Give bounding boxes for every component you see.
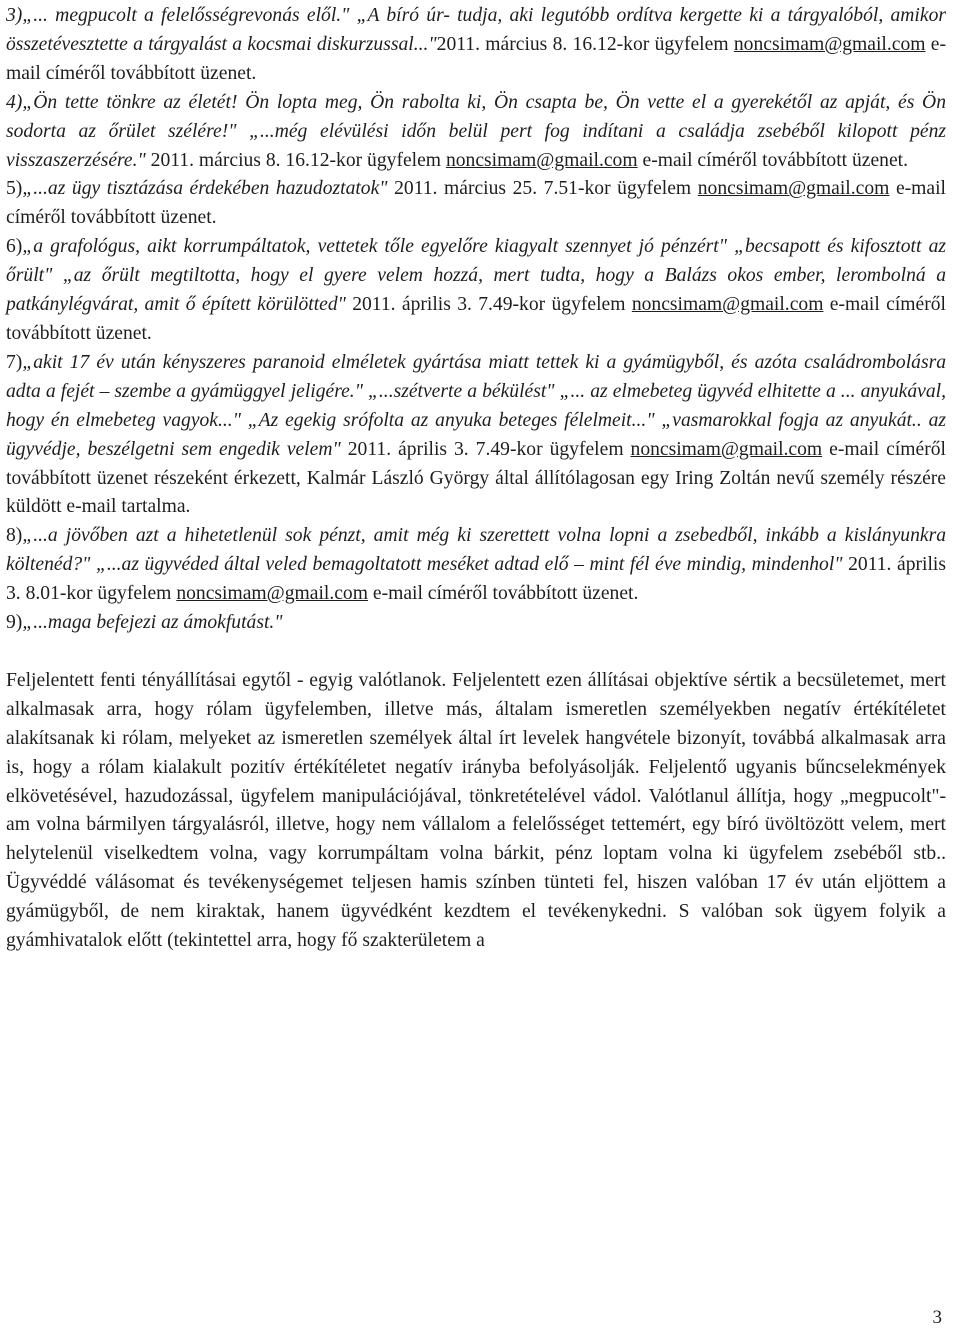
quote-item [6,522,946,609]
source-note: 2011. április 3. 7.49-kor ügyfelem [340,438,631,460]
quoted-text: „...az ügy tisztázása érdekében hazudoztatok" [22,178,388,200]
quote-number: 7) [6,351,23,373]
quote-item [6,349,946,522]
quote-item [6,609,946,638]
closing-paragraph: Feljelentett fenti tényállításai egytől - egyig valótlanok. Feljelentett ezen állításai objektíve sértik a becsületemet, mert alkalmasak arra, hogy rólam ügyfelemben, illetve más, általam ismeretlen személyekben negatív értékítéletet alakítsanak ki rólam, melyeket az ismeretlen személyek által írt levelek hangvétele bizonyít, továbbá alkalmasak arra is, hogy a rólam kialakult pozitív értékítéletet negatív irányba befolyásolják. Feljelentő ugyanis bűncselekmények elkövetésével, hazudozással, ügyfelem manipulációjával, tönkretételével vádol. Valótlanul állítja, hogy „megpucolt"-am volna bármilyen tárgyalásról, illetve, hogy nem vállalom a felelősséget tettemért, egy bíró üvöltözött velem, mert helytelenül viselkedtem volna, vagy korrumpáltam volna bárkit, pénz loptam volna ki ügyfelem zsebéből stb.. Ügyvéddé válásomat és tevékenységemet teljesen hamis színben tünteti fel, hiszen valóban 17 év után eljöttem a gyámügyből, de nem kiraktak, hanem ügyvédként kezdtem el tevékenykedni. S valóban sok ügyem folyik a gyámhivatalok előtt (tekintettel arra, hogy fő szakterületem a [6,669,946,952]
quote-number: 8) [6,525,23,547]
quote-number: 5) [6,178,23,200]
email-address: noncsimam@gmail.com [733,33,926,55]
source-note: e-mail címéről továbbított üzenet. [6,178,946,229]
quote-number: 6) [6,236,23,258]
source-note: e-mail címéről továbbított üzenet. [637,149,909,171]
email-address: noncsimam@gmail.com [445,149,638,171]
quoted-text: „a grafológus, aikt korrumpáltatok, vettetek tőle egyelőre kiagyalt szennyet jó pénzért" „becsapott és kifosztott az őrült" „az őrült megtiltotta, hogy el gyere velem hozzá, mert tudta, hogy a Balázs okos ember, lerombolná a patkánylégvárat, amit ő épített körülötted" [6,236,946,316]
source-note: 2011. április 3. 7.49-kor ügyfelem [345,294,632,316]
quoted-text: „akit 17 év után kényszeres paranoid elméletek gyártása miatt tettek ki a gyámügyből, és azóta családrombolásra adta a fejét – szembe a gyámüggyel jeligére." „...szétverte a békülést" „... az elmebeteg ügyvéd elhitette a ... anyukával, hogy én elmebeteg vagyok..." „Az egekig srófolta az anyuka beteges félelmeit..." „vasmarokkal fogja az anyukát.. az ügyvédje, beszélgetni sem engedik velem" [6,351,946,460]
quote-number: 4) [6,91,23,113]
email-address: noncsimam@gmail.com [697,178,890,200]
source-note: e-mail címéről továbbított üzenet. [6,294,946,344]
paragraph-gap [6,638,946,667]
source-note: 2011. március 8. 16.12-kor ügyfelem [145,149,446,171]
quote-number: 9) [6,612,23,634]
quote-list [6,2,946,638]
quoted-text: „... megpucolt a felelősségrevonás elől." „A bíró úr- tudja, aki legutóbb ordítva kergette ki a tárgyalóból, amikor összetévesztette a tárgyalást a kocsmai diskurzussal..." [6,5,946,55]
source-note: 2011. március 25. 7.51-kor ügyfelem [387,178,698,200]
email-address: noncsimam@gmail.com [176,583,368,605]
quote-item [6,175,946,233]
quote-item [6,2,946,89]
source-note: e-mail címéről továbbított üzenet. [367,583,639,605]
source-note: e-mail címéről továbbított üzenet részeként érkezett, Kalmár László György által állítólagosan egy Iring Zoltán nevű személy részére küldött e-mail tartalma. [6,438,946,518]
quote-number: 3) [6,5,23,26]
email-address: noncsimam@gmail.com [630,438,823,460]
quote-item [6,233,946,349]
source-note: e-mail címéről továbbított üzenet. [6,33,947,84]
quote-item [6,89,946,176]
quoted-text: „...a jövőben azt a hihetetlenül sok pénzt, amit még ki szerettett volna lopni a zsebedből, inkább a kislányunkra költenéd?" „...az ügyvéded által veled bemagoltatott meséket adtad elő – mint fél éve mindig, mindenhol" [6,525,946,576]
page-number: 3 [932,1307,942,1328]
quoted-text: „...maga befejezi az ámokfutást." [22,612,283,634]
email-address: noncsimam@gmail.com [631,294,824,316]
quoted-text: „Ön tette tönkre az életét! Ön lopta meg, Ön rabolta ki, Ön csapta be, Ön vette el a gyerekétől az apját, és Ön sodorta az őrület szélére!" „...még elévülési időn belül pert fog indítani a családja zsebéből kilopott pénz visszaszerzésére." [6,91,946,171]
source-note: 2011. április 3. 8.01-kor ügyfelem [6,554,946,605]
source-note: 2011. március 8. 16.12-kor ügyfelem [436,33,734,55]
